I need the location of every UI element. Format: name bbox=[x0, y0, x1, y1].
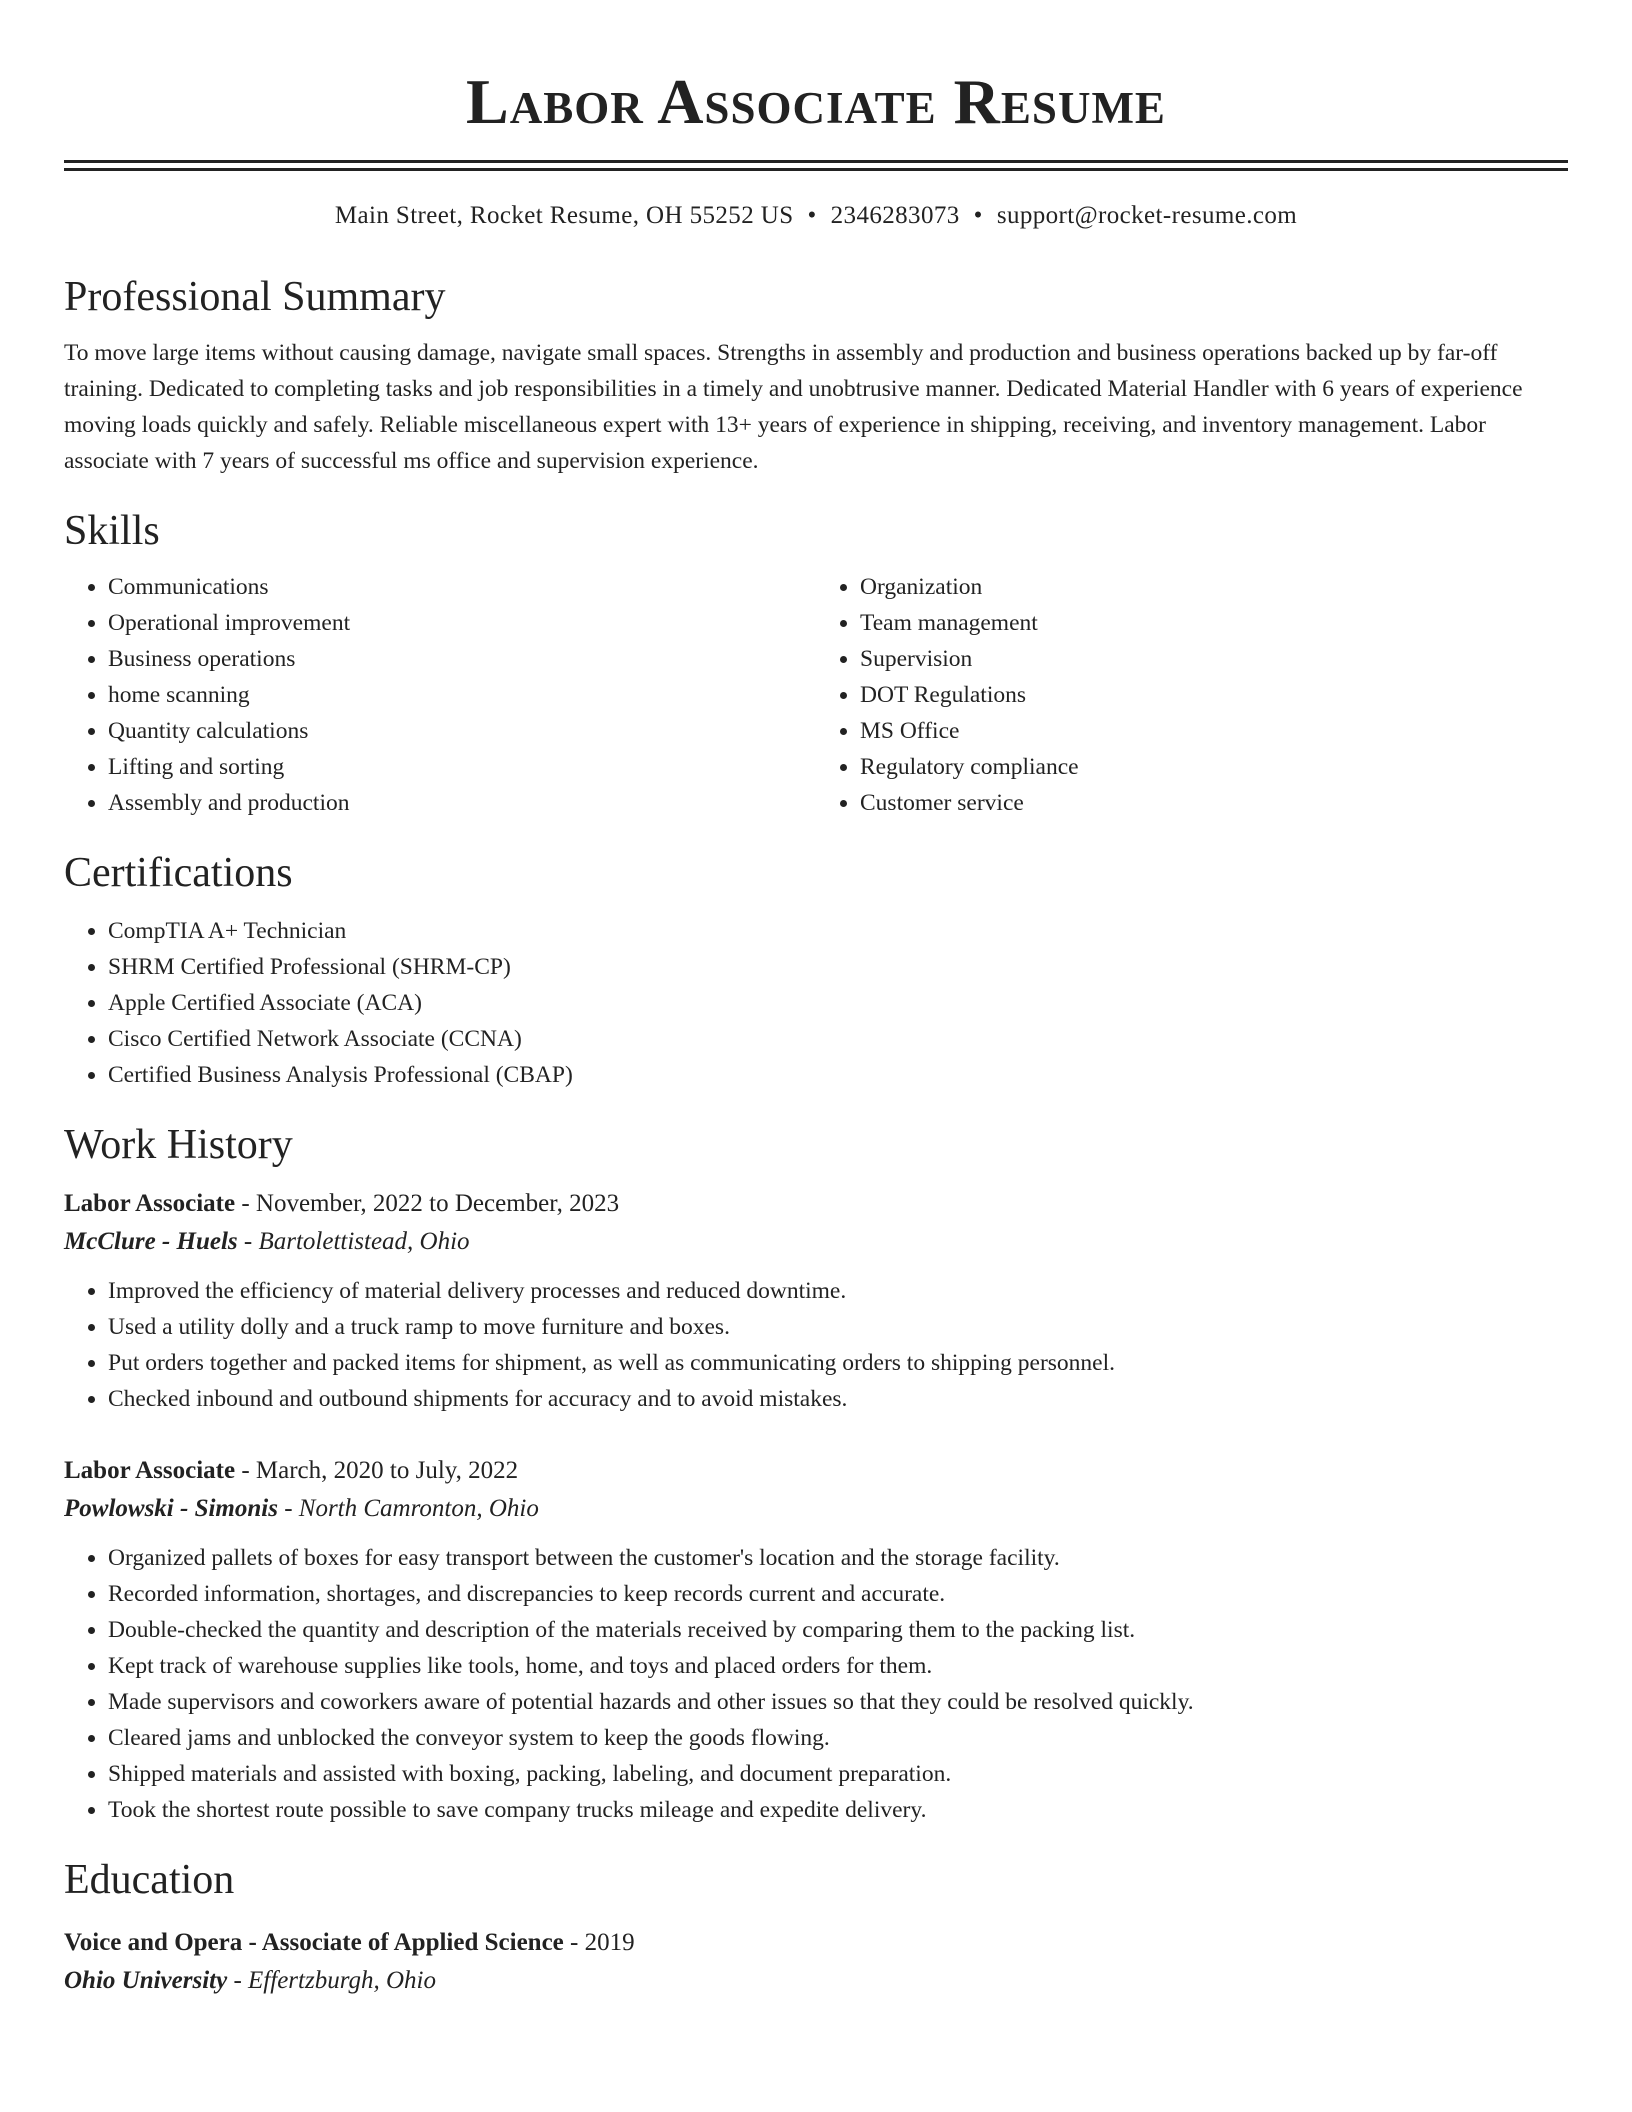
certification-item: • SHRM Certified Professional (SHRM-CP) bbox=[108, 949, 1568, 985]
job-company: McClure - Huels bbox=[64, 1228, 238, 1255]
skill-item: • Team management bbox=[860, 605, 1568, 641]
job-location: - Bartolettistead, Ohio bbox=[237, 1228, 470, 1255]
page-title: Labor Associate Resume bbox=[466, 66, 1166, 137]
education-year: - 2019 bbox=[563, 1929, 635, 1956]
education-school-line bbox=[64, 1962, 1568, 2000]
certifications-heading: Certifications bbox=[64, 850, 293, 896]
skill-item: • Assembly and production bbox=[108, 785, 816, 821]
duty-item: • Used a utility dolly and a truck ramp to move furniture and boxes. bbox=[108, 1309, 1568, 1345]
duty-item: • Shipped materials and assisted with boxing, packing, labeling, and document preparation. bbox=[108, 1756, 1568, 1792]
education-degree-line bbox=[64, 1924, 1568, 1962]
duty-item: • Took the shortest route possible to save company trucks mileage and expedite delivery. bbox=[108, 1792, 1568, 1828]
job-entry bbox=[64, 1185, 1568, 1417]
certification-item: • Cisco Certified Network Associate (CCNA) bbox=[108, 1021, 1568, 1057]
skills-columns bbox=[64, 569, 1568, 821]
skill-item: • Lifting and sorting bbox=[108, 749, 816, 785]
education-heading: Education bbox=[64, 1857, 235, 1903]
job-company-line bbox=[64, 1223, 1568, 1261]
job-dates: - March, 2020 to July, 2022 bbox=[235, 1457, 519, 1484]
education-entry bbox=[64, 1924, 1568, 2000]
skill-item: • Regulatory compliance bbox=[860, 749, 1568, 785]
skill-item: • DOT Regulations bbox=[860, 677, 1568, 713]
certification-item: • CompTIA A+ Technician bbox=[108, 913, 1568, 949]
skill-item: • Customer service bbox=[860, 785, 1568, 821]
duty-item: • Improved the efficiency of material delivery processes and reduced downtime. bbox=[108, 1273, 1568, 1309]
skill-item: • MS Office bbox=[860, 713, 1568, 749]
certifications-list bbox=[64, 913, 1568, 1093]
job-duties-list bbox=[64, 1273, 1568, 1417]
certification-item: • Certified Business Analysis Professional (CBAP) bbox=[108, 1057, 1568, 1093]
skill-item: • Communications bbox=[108, 569, 816, 605]
contact-separator: • bbox=[973, 202, 983, 229]
duty-item: • Put orders together and packed items for shipment, as well as communicating orders to shipping personnel. bbox=[108, 1345, 1568, 1381]
job-duties-list bbox=[64, 1540, 1568, 1828]
duty-item: • Recorded information, shortages, and discrepancies to keep records current and accurate. bbox=[108, 1576, 1568, 1612]
contact-separator: • bbox=[807, 202, 817, 229]
duty-item: • Kept track of warehouse supplies like tools, home, and toys and placed orders for them. bbox=[108, 1648, 1568, 1684]
skill-item: • Quantity calculations bbox=[108, 713, 816, 749]
title-double-rule bbox=[64, 160, 1568, 171]
contact-line bbox=[64, 199, 1568, 233]
skill-item: • Organization bbox=[860, 569, 1568, 605]
job-company-line bbox=[64, 1490, 1568, 1528]
summary-heading: Professional Summary bbox=[64, 274, 446, 320]
education-location: - Effertzburgh, Ohio bbox=[227, 1967, 436, 1994]
job-title-line bbox=[64, 1452, 1568, 1490]
job-entry bbox=[64, 1452, 1568, 1828]
job-company: Powlowski - Simonis bbox=[64, 1495, 278, 1522]
job-title: Labor Associate bbox=[64, 1190, 236, 1217]
duty-item: • Cleared jams and unblocked the conveyor system to keep the goods flowing. bbox=[108, 1720, 1568, 1756]
summary-text: To move large items without causing damage, navigate small spaces. Strengths in assembly and production and business operations backed up by far-off training. Dedicated to completing tasks and job responsibilities in a timely and unobtrusive manner. Dedicated Material Handler with 6 years of experience moving loads quickly and safely. Reliable miscellaneous expert with 13+ years of experience in shipping, receiving, and inventory management. Labor associate with 7 years of successful ms office and supervision experience. bbox=[64, 340, 1523, 474]
job-title: Labor Associate bbox=[64, 1457, 236, 1484]
skills-left-list bbox=[64, 569, 816, 821]
education-degree: Voice and Opera - Associate of Applied Science bbox=[64, 1929, 564, 1956]
job-location: - North Camronton, Ohio bbox=[277, 1495, 539, 1522]
duty-item: • Double-checked the quantity and description of the materials received by comparing them to the packing list. bbox=[108, 1612, 1568, 1648]
skill-item: • home scanning bbox=[108, 677, 816, 713]
contact-phone: 2346283073 bbox=[830, 202, 960, 229]
job-dates: - November, 2022 to December, 2023 bbox=[235, 1190, 620, 1217]
job-title-line bbox=[64, 1185, 1568, 1223]
duty-item: • Organized pallets of boxes for easy transport between the customer's location and the storage facility. bbox=[108, 1540, 1568, 1576]
duty-item: • Checked inbound and outbound shipments for accuracy and to avoid mistakes. bbox=[108, 1381, 1568, 1417]
duty-item: • Made supervisors and coworkers aware of potential hazards and other issues so that they could be resolved quickly. bbox=[108, 1684, 1568, 1720]
education-school: Ohio University bbox=[64, 1967, 228, 1994]
work-history-heading: Work History bbox=[64, 1122, 293, 1168]
skill-item: • Supervision bbox=[860, 641, 1568, 677]
contact-email: support@rocket-resume.com bbox=[996, 202, 1298, 229]
skill-item: • Business operations bbox=[108, 641, 816, 677]
skills-heading: Skills bbox=[64, 508, 160, 554]
certification-item: • Apple Certified Associate (ACA) bbox=[108, 985, 1568, 1021]
skill-item: • Operational improvement bbox=[108, 605, 816, 641]
contact-address: Main Street, Rocket Resume, OH 55252 US bbox=[334, 202, 794, 229]
skills-right-list bbox=[816, 569, 1568, 821]
